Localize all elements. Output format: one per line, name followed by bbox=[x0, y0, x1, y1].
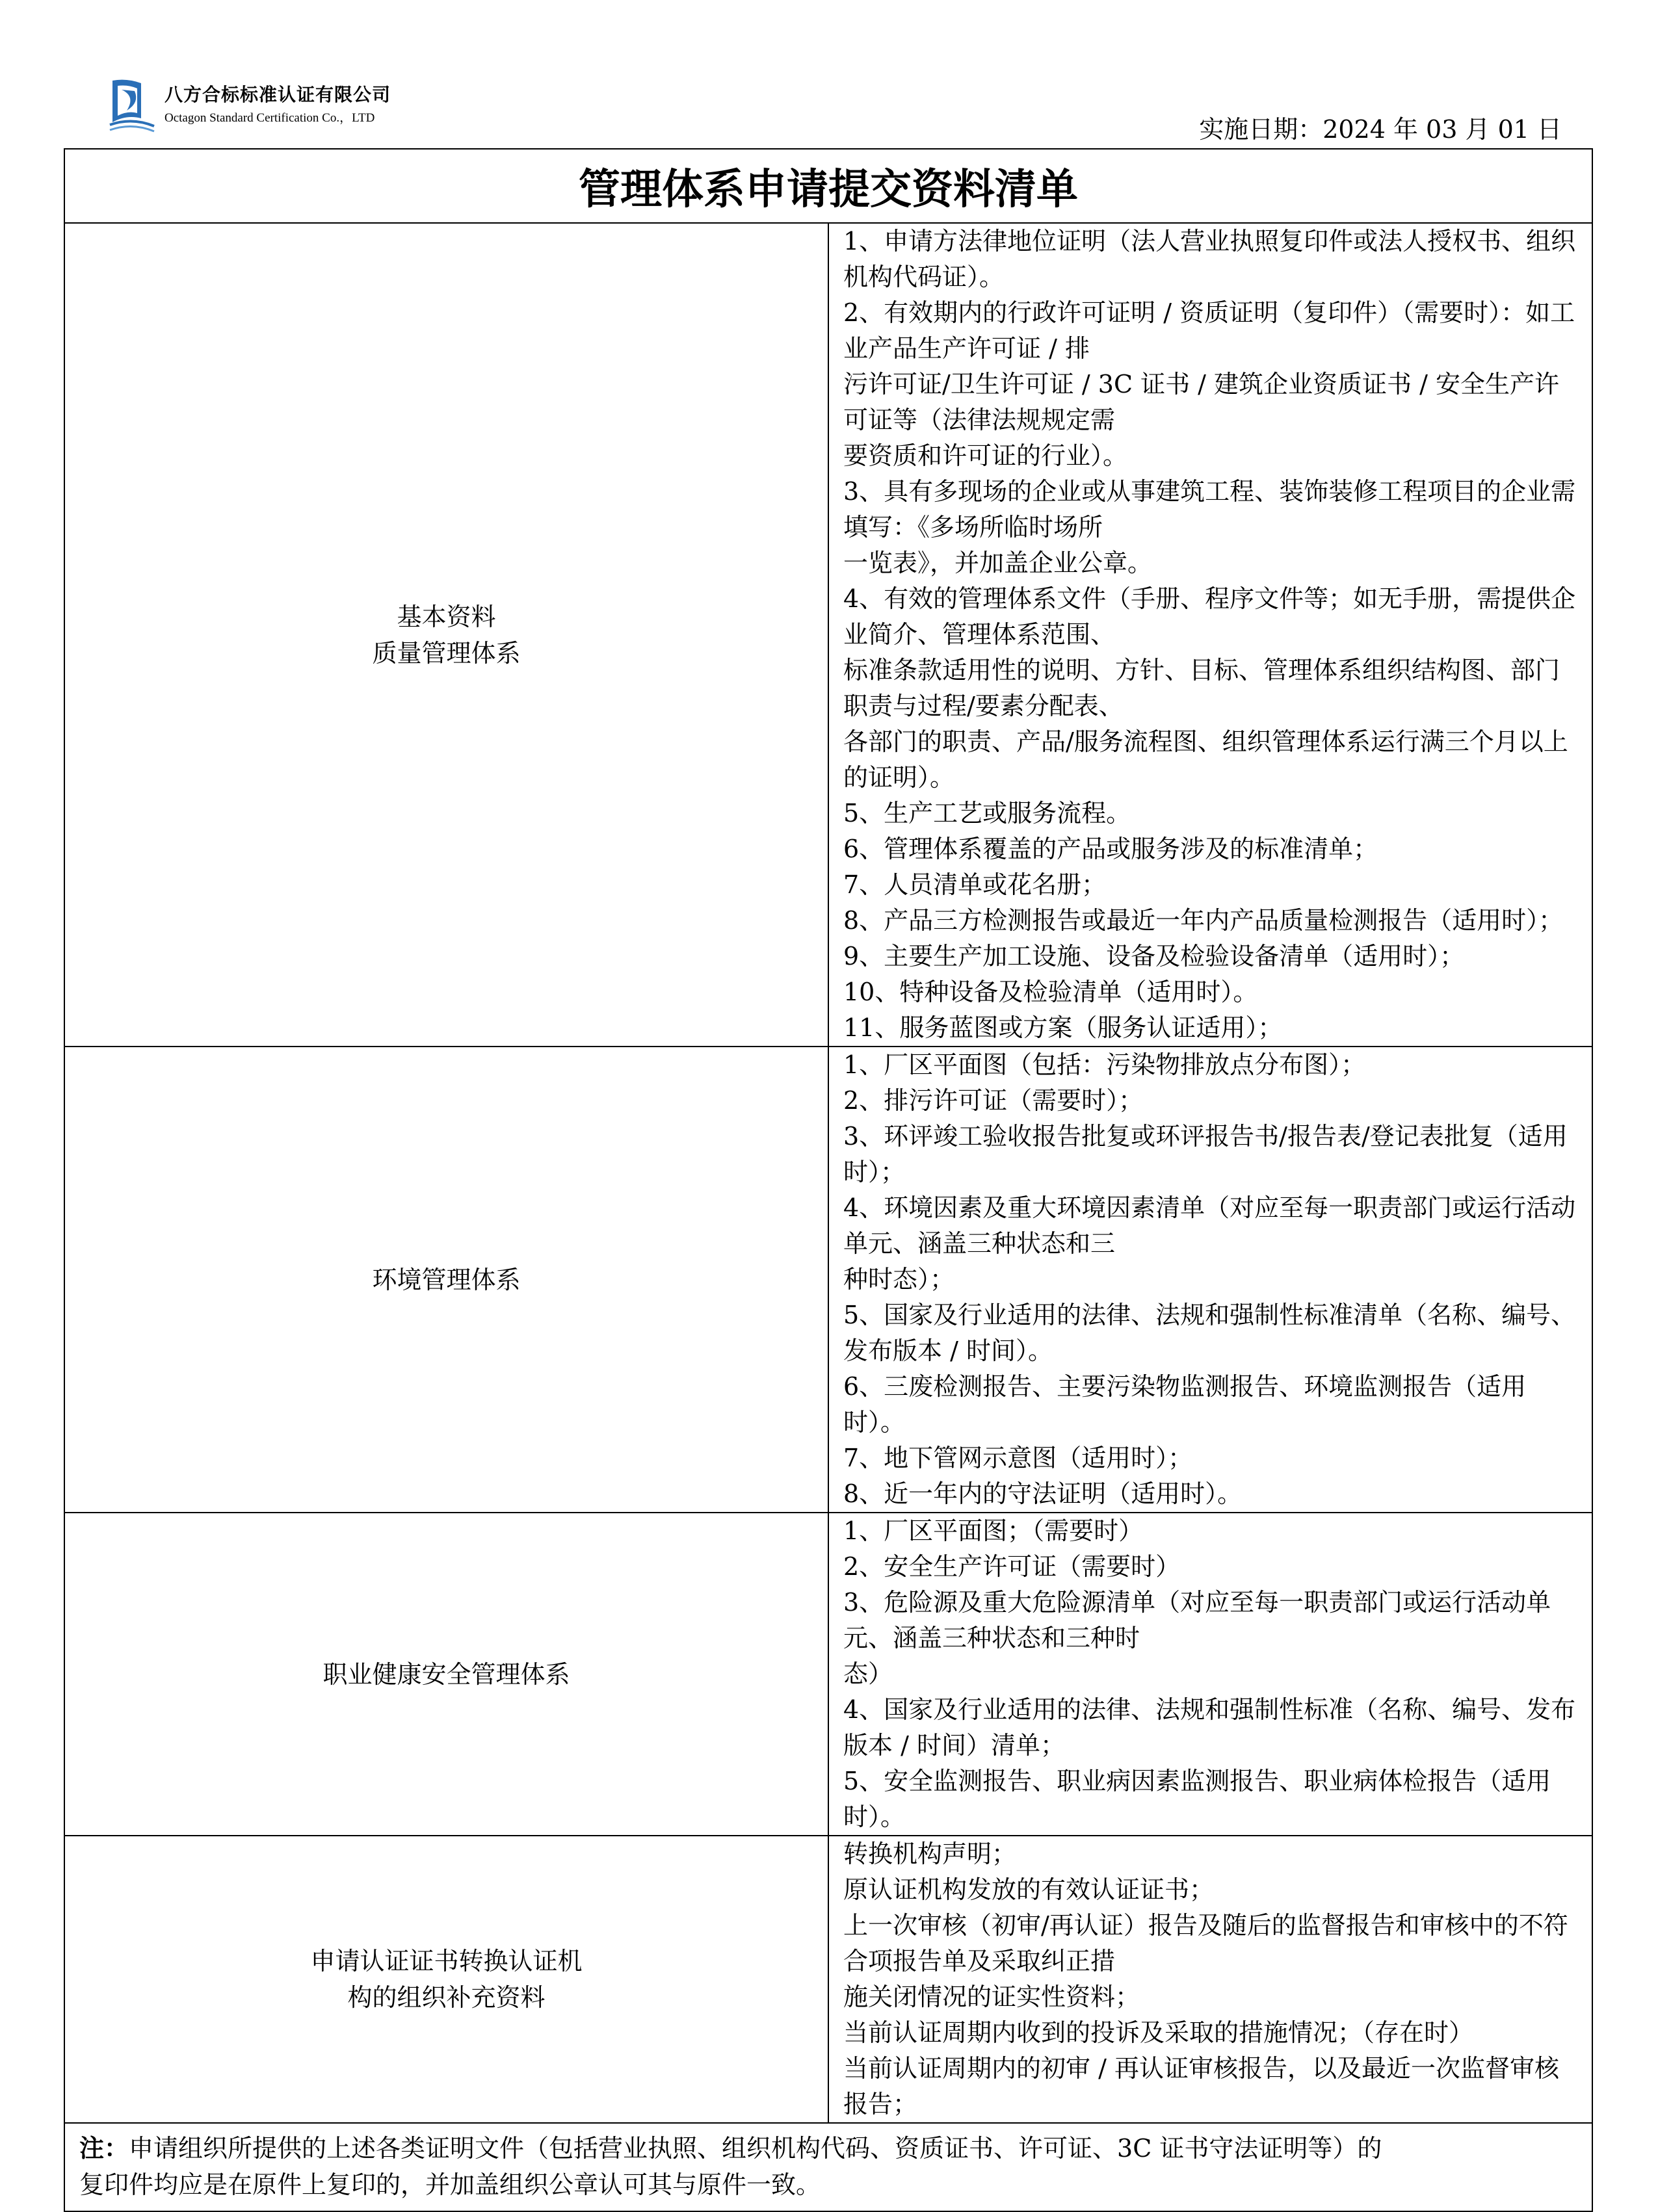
list-item: 4、有效的管理体系文件（手册、程序文件等；如无手册，需提供企业简介、管理体系范围、 bbox=[843, 584, 1576, 649]
list-item: 2、有效期内的行政许可证明 / 资质证明（复印件）（需要时）：如工业产品生产许可证 / 排 bbox=[843, 298, 1575, 363]
category-line: 环境管理体系 bbox=[372, 1265, 521, 1294]
list-item: 2、排污许可证（需要时）； bbox=[843, 1086, 1144, 1115]
company-logo-icon bbox=[107, 77, 157, 134]
category-cell bbox=[64, 1047, 828, 1513]
note-label: 注： bbox=[79, 2134, 129, 2163]
list-item: 6、管理体系覆盖的产品或服务涉及的标准清单； bbox=[843, 835, 1378, 863]
category-line: 申请认证证书转换认证机 bbox=[310, 1947, 583, 1975]
category-line: 构的组织补充资料 bbox=[347, 1983, 546, 2012]
list-item: 9、主要生产加工设施、设备及检验设备清单（适用时）； bbox=[843, 942, 1465, 970]
company-name-cn: 八方合标标准认证有限公司 bbox=[164, 84, 391, 105]
list-item: 11、服务蓝图或方案（服务认证适用）； bbox=[843, 1013, 1283, 1042]
list-item: 8、近一年内的守法证明（适用时）。 bbox=[843, 1479, 1243, 1508]
list-item: 施关闭情况的证实性资料； bbox=[843, 1983, 1140, 2011]
list-item: 2、安全生产许可证（需要时） bbox=[843, 1552, 1181, 1581]
section-row-ohs bbox=[64, 1513, 1592, 1836]
list-item: 当前认证周期内收到的投诉及采取的措施情况；（存在时） bbox=[843, 2018, 1474, 2047]
list-item: 5、生产工艺或服务流程。 bbox=[843, 799, 1131, 827]
section-row-environment bbox=[64, 1047, 1592, 1513]
note-text: 申请组织所提供的上述各类证明文件（包括营业执照、组织机构代码、资质证书、许可证、3C 证书守法证明等）的 bbox=[129, 2134, 1382, 2163]
list-item: 转换机构声明； bbox=[843, 1840, 1017, 1868]
list-item: 种时态）； bbox=[843, 1265, 955, 1294]
list-item: 5、国家及行业适用的法律、法规和强制性标准清单（名称、编号、发布版本 / 时间）。 bbox=[843, 1301, 1576, 1365]
list-item: 一览表》，并加盖企业公章。 bbox=[843, 549, 1153, 577]
list-item: 7、地下管网示意图（适用时）； bbox=[843, 1444, 1193, 1472]
list-item: 8、产品三方检测报告或最近一年内产品质量检测报告（适用时）； bbox=[843, 906, 1564, 935]
category-line: 基本资料 bbox=[397, 602, 496, 631]
list-item: 3、具有多现场的企业或从事建筑工程、装饰装修工程项目的企业需填写：《多场所临时场所 bbox=[843, 477, 1576, 541]
items-cell bbox=[828, 1047, 1592, 1513]
list-item: 5、安全监测报告、职业病因素监测报告、职业病体检报告（适用时）。 bbox=[843, 1767, 1551, 1831]
list-item: 3、危险源及重大危险源清单（对应至每一职责部门或运行活动单元、涵盖三种状态和三种时 bbox=[843, 1588, 1551, 1652]
section-row-transfer bbox=[64, 1836, 1592, 2123]
list-item: 7、人员清单或花名册； bbox=[843, 870, 1107, 899]
implementation-date: 实施日期：2024 年 03 月 01 日 bbox=[1199, 115, 1562, 144]
list-item: 3、环评竣工验收报告批复或环评报告书/报告表/登记表批复（适用时）； bbox=[843, 1122, 1568, 1186]
section-row-quality bbox=[64, 223, 1592, 1047]
note-line bbox=[79, 2130, 1577, 2166]
items-cell bbox=[828, 1513, 1592, 1836]
list-item: 4、国家及行业适用的法律、法规和强制性标准（名称、编号、发布版本 / 时间）清单； bbox=[843, 1695, 1576, 1760]
note-cell bbox=[64, 2123, 1592, 2211]
title-row bbox=[64, 149, 1592, 223]
category-cell bbox=[64, 1513, 828, 1836]
list-item: 上一次审核（初审/再认证）报告及随后的监督报告和审核中的不符合项报告单及采取纠正措 bbox=[843, 1911, 1568, 1975]
list-item: 1、申请方法律地位证明（法人营业执照复印件或法人授权书、组织机构代码证）。 bbox=[843, 227, 1576, 291]
company-name-en: Octagon Standard Certification Co.，LTD bbox=[164, 111, 375, 125]
items-cell bbox=[828, 1836, 1592, 2123]
items-cell bbox=[828, 223, 1592, 1047]
category-line: 质量管理体系 bbox=[372, 638, 521, 668]
category-cell bbox=[64, 223, 828, 1047]
document-table bbox=[64, 148, 1593, 2212]
document-title: 管理体系申请提交资料清单 bbox=[64, 149, 1592, 223]
note-line: 复印件均应是在原件上复印的，并加盖组织公章认可其与原件一致。 bbox=[79, 2170, 821, 2199]
note-row bbox=[64, 2123, 1592, 2211]
list-item: 1、厂区平面图；（需要时） bbox=[843, 1516, 1144, 1545]
list-item: 4、环境因素及重大环境因素清单（对应至每一职责部门或运行活动单元、涵盖三种状态和三 bbox=[843, 1193, 1576, 1258]
list-item: 各部门的职责、产品/服务流程图、组织管理体系运行满三个月以上的证明）。 bbox=[843, 727, 1568, 792]
list-item: 标准条款适用性的说明、方针、目标、管理体系组织结构图、部门职责与过程/要素分配表、 bbox=[843, 656, 1560, 720]
list-item: 6、三废检测报告、主要污染物监测报告、环境监测报告（适用时）。 bbox=[843, 1372, 1527, 1437]
list-item: 10、特种设备及检验清单（适用时）。 bbox=[843, 978, 1258, 1006]
list-item: 原认证机构发放的有效认证证书； bbox=[843, 1875, 1215, 1904]
list-item: 要资质和许可证的行业）。 bbox=[843, 441, 1128, 470]
list-item: 当前认证周期内的初审 / 再认证审核报告，以及最近一次监督审核报告； bbox=[843, 2054, 1559, 2118]
company-logo bbox=[107, 77, 458, 134]
category-cell bbox=[64, 1836, 828, 2123]
list-item: 态） bbox=[843, 1659, 893, 1688]
category-line: 职业健康安全管理体系 bbox=[322, 1659, 570, 1689]
list-item: 1、厂区平面图（包括：污染物排放点分布图）； bbox=[843, 1050, 1366, 1079]
list-item: 污许可证/卫生许可证 / 3C 证书 / 建筑企业资质证书 / 安全生产许可证等（法律法规规定需 bbox=[843, 370, 1560, 434]
